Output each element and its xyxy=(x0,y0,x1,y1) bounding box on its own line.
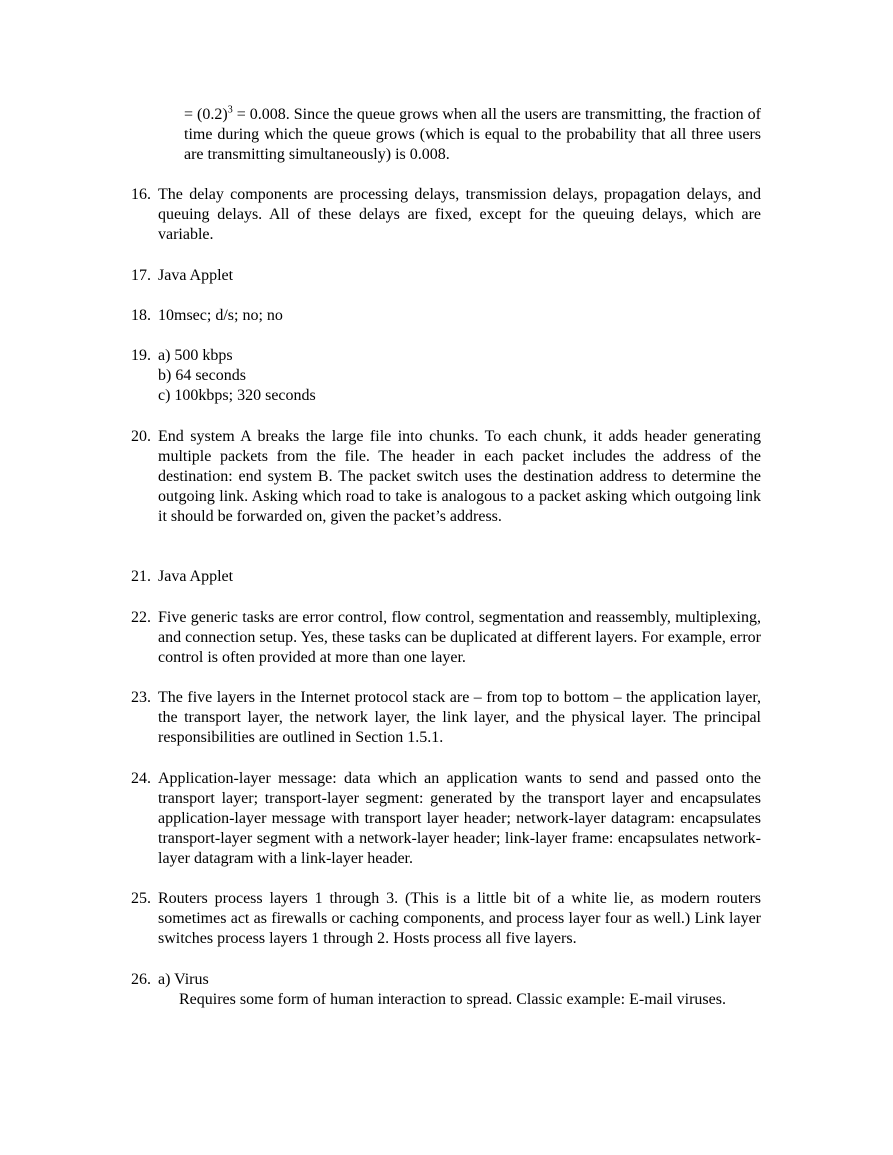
answer-18 xyxy=(131,306,761,326)
item-number: 25. xyxy=(131,890,151,907)
answer-16 xyxy=(131,185,761,245)
item-number: 23. xyxy=(131,689,151,706)
item-text: 10msec; d/s; no; no xyxy=(158,307,283,324)
answer-24 xyxy=(131,769,761,869)
item-number: 24. xyxy=(131,770,151,787)
answer-19 xyxy=(131,346,761,406)
item-text xyxy=(158,346,761,406)
item-text: Java Applet xyxy=(158,267,234,284)
item-text: End system A breaks the large file into chunks. To each chunk, it adds header generating multiple packets from the file. The header in each packet includes the address of the destination: end system B. The packet switch uses the destination address to determine the outgoing link. Asking which road to take is analogous to a packet asking which outgoing link it should be forwarded on, given the packet’s address. xyxy=(158,428,761,525)
item-text: Routers process layers 1 through 3. (This is a little bit of a white lie, as modern routers sometimes act as firewalls or caching components, and process layer four as well.) Link layer switches process layers 1 through 2. Hosts process all five layers. xyxy=(158,890,761,947)
answer-23 xyxy=(131,688,761,748)
continuation-paragraph: = $(0.2)^3 = 0.008$. Since the queue grows when all the users are transmitting, the fraction of time during which the queue grows (which is equal to the probability that all three users are transmitting simultaneously) is 0.008. xyxy=(184,104,761,163)
item-number: 26. xyxy=(131,971,151,988)
item-number: 16. xyxy=(131,186,151,203)
sub-answer-a-text: Requires some form of human interaction to spread. Classic example: E-mail viruses. xyxy=(179,991,726,1008)
answer-26 xyxy=(131,970,761,1010)
answer-22 xyxy=(131,608,761,668)
item-text: The five layers in the Internet protocol stack are – from top to bottom – the application layer, the transport layer, the network layer, the link layer, and the physical layer. The principal responsibilities are outlined in Section 1.5.1. xyxy=(158,689,761,746)
item-text: Java Applet xyxy=(158,568,234,585)
item-number: 22. xyxy=(131,609,151,626)
answer-17 xyxy=(131,266,761,286)
item-number: 20. xyxy=(131,428,151,445)
item-number: 17. xyxy=(131,267,151,284)
item-number: 21. xyxy=(131,568,151,585)
answer-21 xyxy=(131,567,761,587)
item-text: Application-layer message: data which an application wants to send and passed onto the transport layer; transport-layer segment: generated by the transport layer and encapsulates application-layer message with transport layer header; network-layer datagram: encapsulates transport-layer segment with a network-layer header; link-layer frame: encapsulates network-layer datagram with a link-layer header. xyxy=(158,770,761,867)
item-text: The delay components are processing delays, transmission delays, propagation delays, and queuing delays. All of these delays are fixed, except for the queuing delays, which are variable. xyxy=(158,186,761,243)
item-number: 19. xyxy=(131,347,151,364)
answer-20 xyxy=(131,427,761,527)
item-text: Five generic tasks are error control, flow control, segmentation and reassembly, multiplexing, and connection setup. Yes, these tasks can be duplicated at different layers. For example, error control is often provided at more than one layer. xyxy=(158,609,761,666)
sub-answer-a: a) 500 kbps xyxy=(158,347,233,364)
sub-answer-c: c) 100kbps; 320 seconds xyxy=(158,387,316,404)
sub-answer-b: b) 64 seconds xyxy=(158,367,246,384)
sub-answer-a: a) Virus xyxy=(158,971,209,988)
answer-25 xyxy=(131,889,761,949)
item-number: 18. xyxy=(131,307,151,324)
item-text xyxy=(158,970,761,1010)
